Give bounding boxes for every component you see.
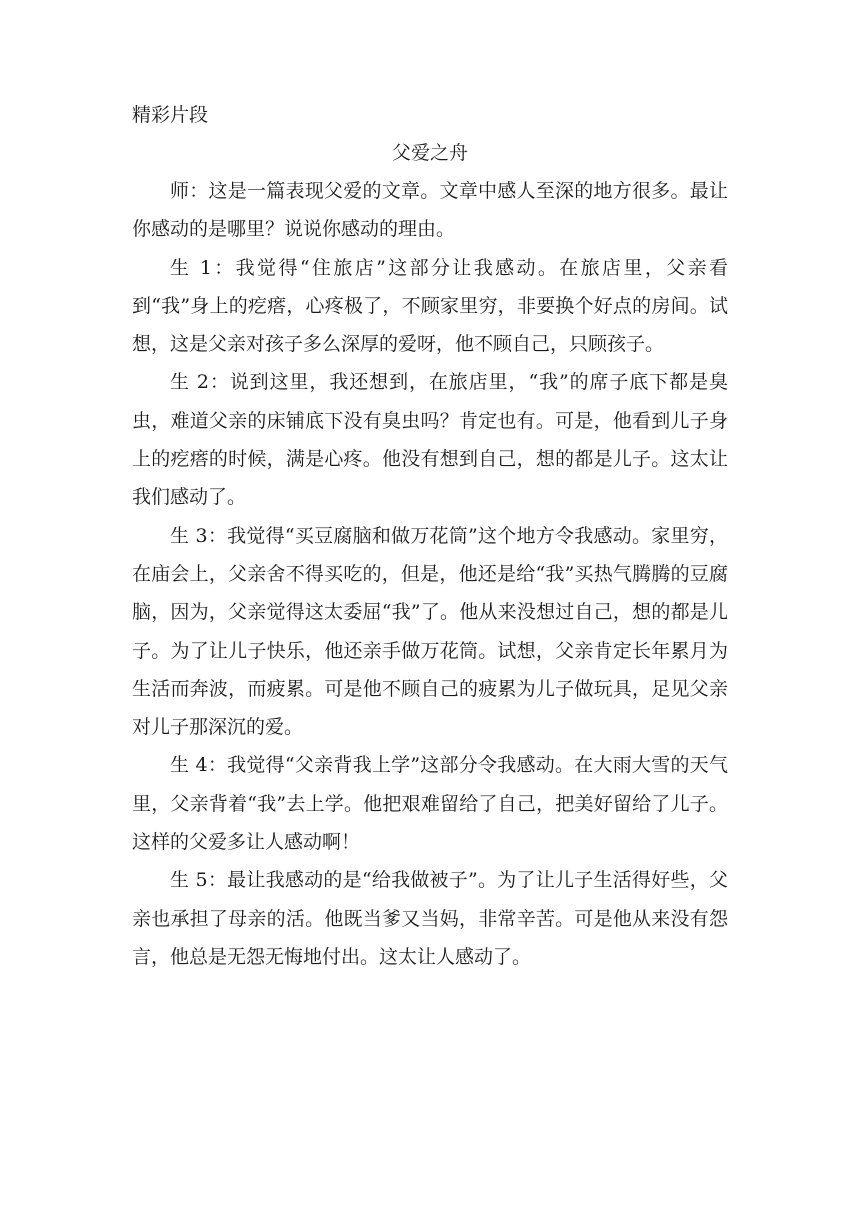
paragraph-student-1: 生 1：我觉得“住旅店”这部分让我感动。在旅店里，父亲看到“我”身上的疙瘩，心疼极了，不顾家里穷，非要换个好点的房间。试想，这是父亲对孩子多么深厚的爱呀，他不顾自己，只顾孩子。	[132, 256, 728, 356]
paragraph-student-5: 生 5：最让我感动的是“给我做被子”。为了让儿子生活得好些，父亲也承担了母亲的活。他既当爹又当妈，非常辛苦。可是他从来没有怨言，他总是无怨无悔地付出。这太让人感动了。	[132, 869, 728, 968]
paragraph-teacher-question: 师：这是一篇表现父爱的文章。文章中感人至深的地方很多。最让你感动的是哪里？说说你感动的理由。	[132, 180, 728, 241]
section-heading: 精彩片段	[132, 104, 209, 126]
paragraph-student-3: 生 3：我觉得“买豆腐脑和做万花筒”这个地方令我感动。家里穷，在庙会上，父亲舍不得买吃的，但是，他还是给“我”买热气腾腾的豆腐脑，因为，父亲觉得这太委屈“我”了。他从来没想过自己，想的都是儿子。为了让儿子快乐，他还亲手做万花筒。试想，父亲肯定长年累月为生活而奔波，而疲累。可是他不顾自己的疲累为儿子做玩具，足见父亲对儿子那深沉的爱。	[132, 524, 728, 739]
paragraph-student-2: 生 2：说到这里，我还想到，在旅店里，“我”的席子底下都是臭虫，难道父亲的床铺底下没有臭虫吗？肯定也有。可是，他看到儿子身上的疙瘩的时候，满是心疼。他没有想到自己，想的都是儿子。这太让我们感动了。	[132, 371, 728, 509]
paragraph-student-4: 生 4：我觉得“父亲背我上学”这部分令我感动。在大雨大雪的天气里，父亲背着“我”去上学。他把艰难留给了自己，把美好留给了儿子。这样的父爱多让人感动啊！	[132, 754, 728, 854]
document-page	[132, 96, 728, 976]
article-title: 父爱之舟	[391, 142, 468, 164]
